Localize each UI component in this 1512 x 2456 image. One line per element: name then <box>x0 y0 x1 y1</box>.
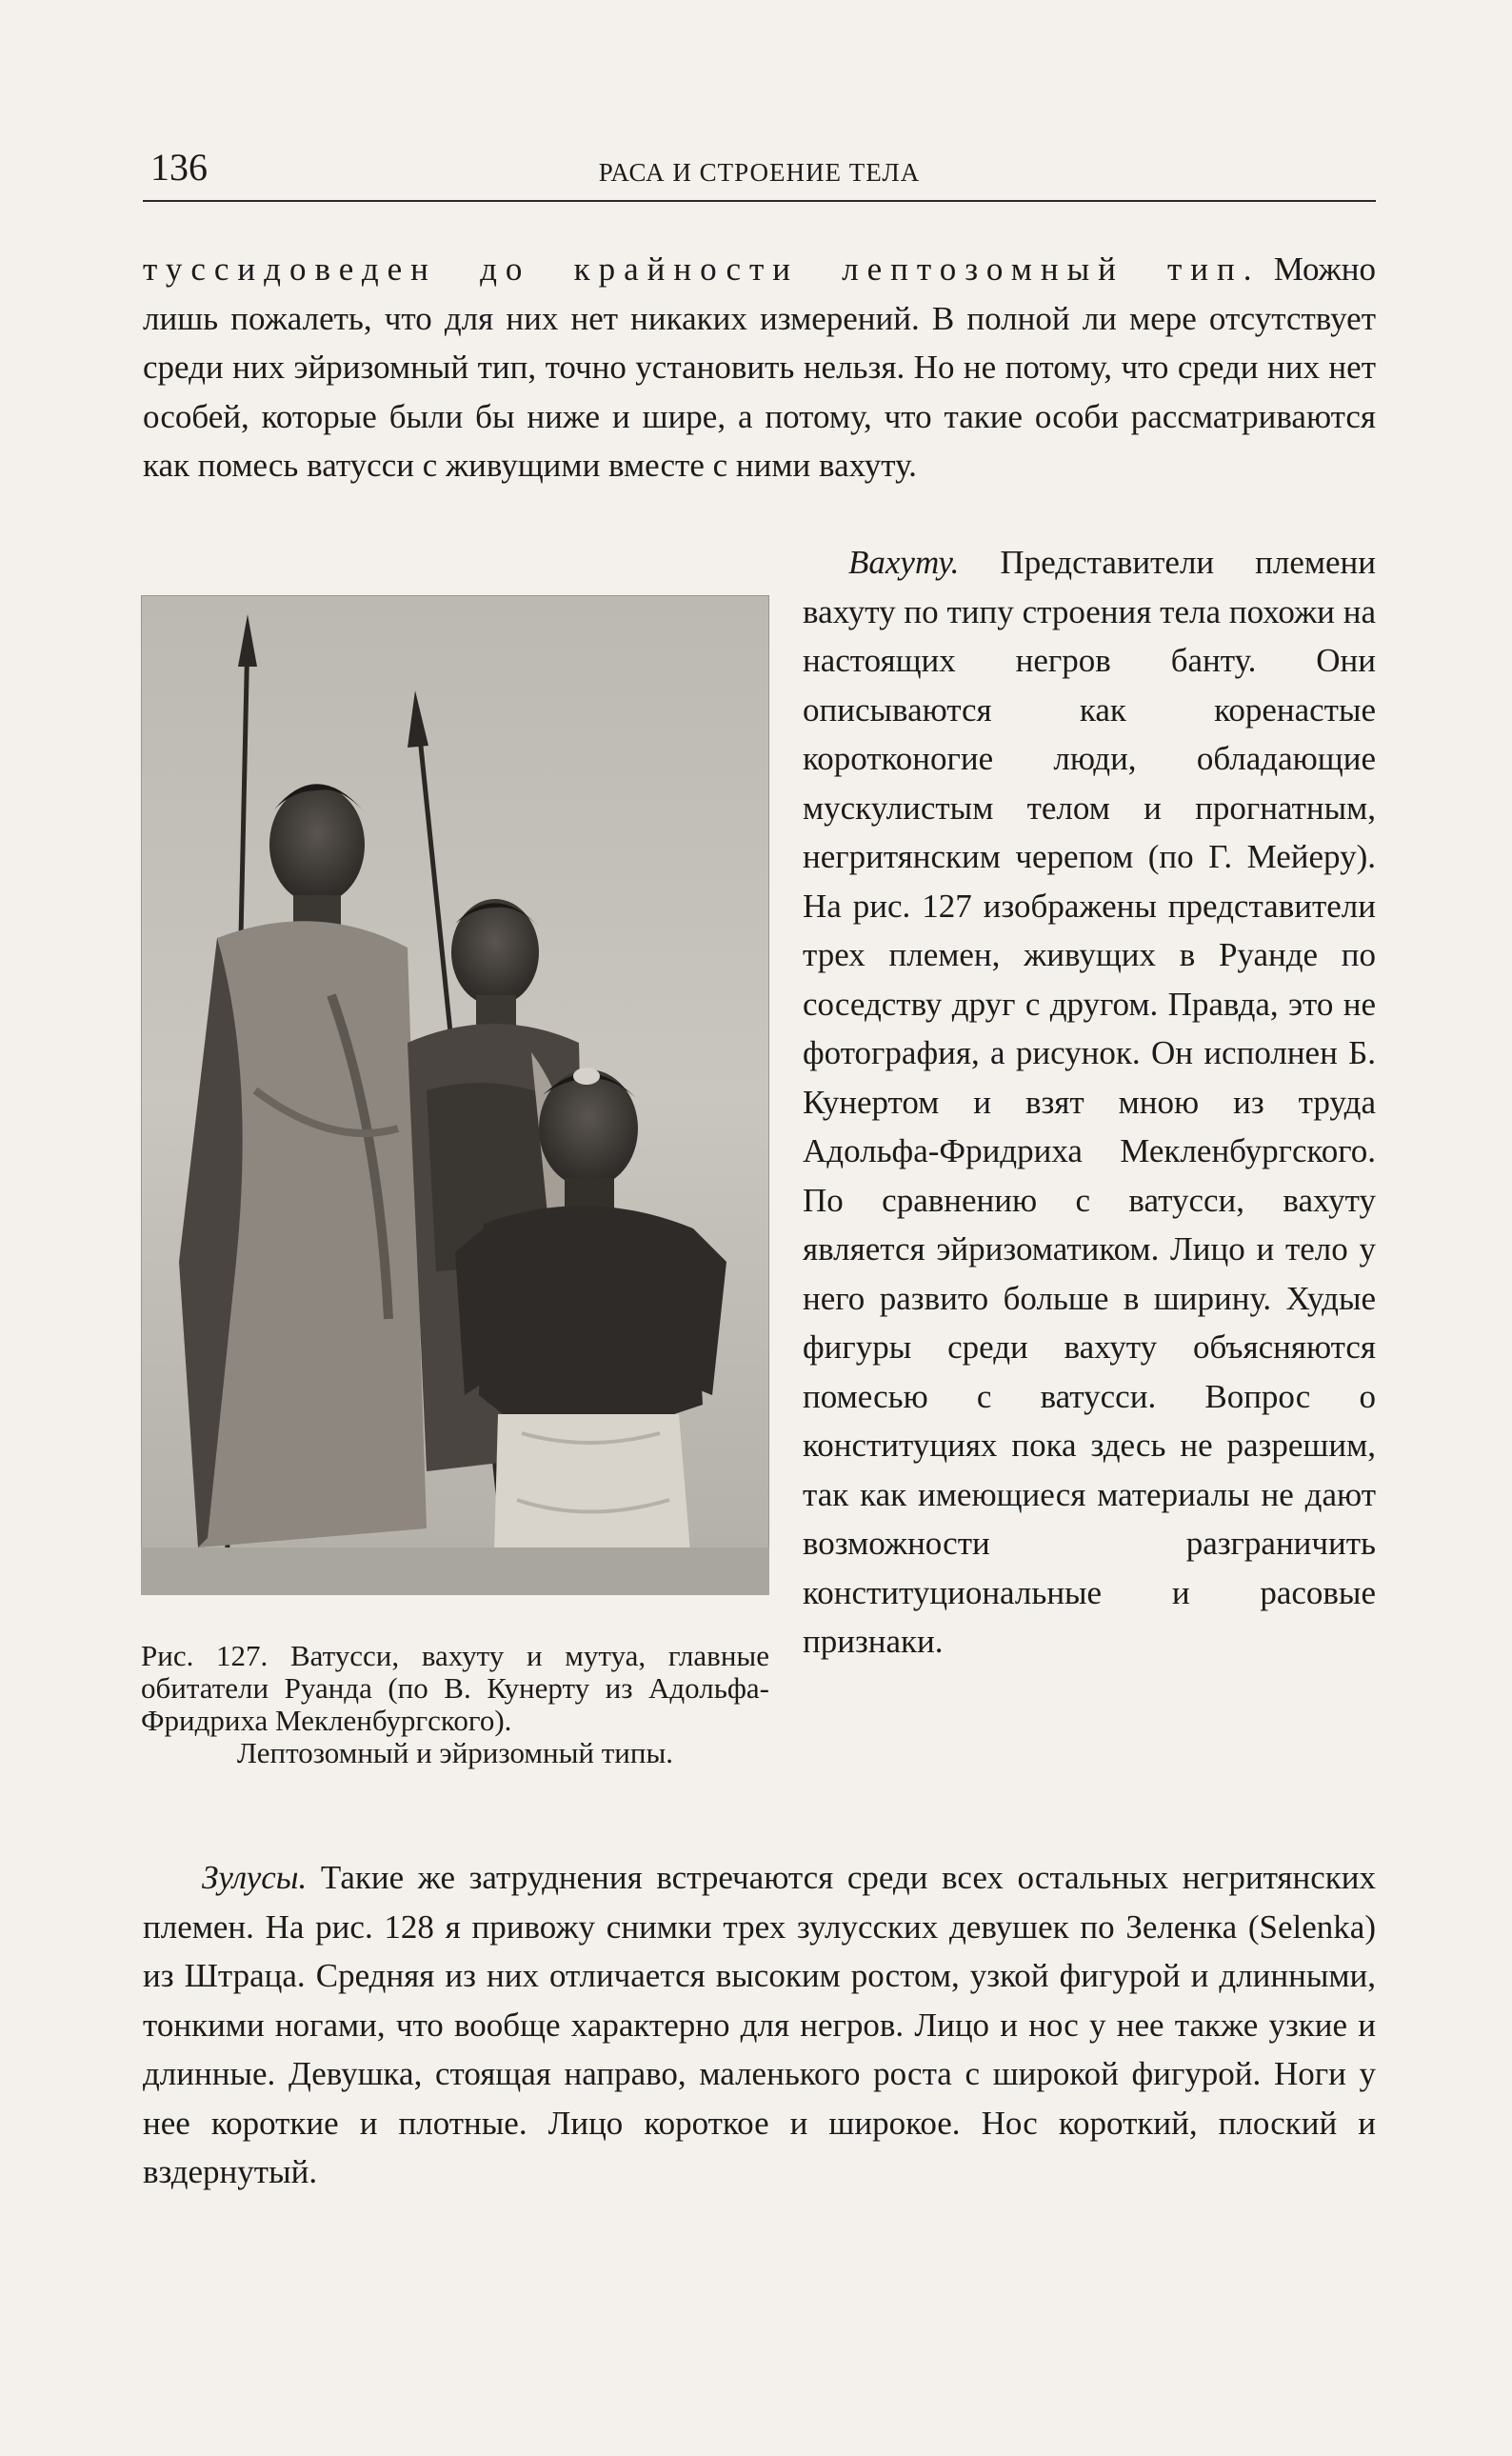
paragraph-vahutu <box>803 538 1376 1667</box>
paragraph-text: Можно лишь пожалеть, что для них нет никаких измерений. В полной ли мере отсутствует среди них эйризомный тип, точно установить нельзя. Но не потому, что среди них нет особей, которые были бы ниже и шире, а потому, что такие особи рассматриваются как помесь ватусси с живущими вместе с ними вахуту. <box>143 250 1376 484</box>
figure-127-caption <box>141 1640 769 1769</box>
caption-last-line: Лептозомный и эйризомный типы. <box>236 1736 674 1769</box>
running-head: РАСА И СТРОЕНИЕ ТЕЛА <box>598 158 921 187</box>
paragraph-text: Такие же затруднения встречаются среди всех остальных негритянских племен. На рис. 128 я привожу снимки трех зулусских девушек по Зеленка (Selenka) из Штраца. Средняя из них отличается высоким ростом, узкой фигурой и длинными, тонкими ногами, что вообще характерно для негров. Лицо и нос у нее также узкие и длинные. Девушка, стоящая направо, маленького роста с широкой фигурой. Ноги у нее короткие и плотные. Лицо короткое и широкое. Нос короткий, плоский и вздернутый. <box>143 1859 1377 2190</box>
section-heading-vahutu: Вахуту. <box>848 544 960 581</box>
paragraph-vatussi-end <box>143 245 1376 490</box>
paragraph-zulu <box>143 1853 1376 2197</box>
section-heading-zulu: Зулусы. <box>202 1859 308 1896</box>
paragraph-text: Представители племени вахуту по типу строения тела похожи на настоящих негров банту. Они описываются как коренастые коротконогие люди, обладающие мускулистым телом и прогнатным, негритянским черепом (по Г. Мейеру). На рис. 127 изображены представители трех племен, живущих в Руанде по соседству друг с другом. Правда, это не фотография, а рисунок. Он исполнен Б. Кунертом и взят мною из труда Адольфа-Фридриха Мекленбургского. По сравнению с ватусси, вахуту является эйризоматиком. Лицо и тело у него развито больше в ширину. Худые фигуры среди вахуту объясняются помесью с ватусси. Вопрос о конституциях пока здесь не разрешим, так как имеющиеся материалы не дают возможности разграничить конституциональные и расовые признаки. <box>803 544 1377 1660</box>
caption-main: Рис. 127. Ватусси, вахуту и мутуа, главные обитатели Руанда (по В. Кунерту из Адольфа-Фридриха Мекленбургского). <box>141 1639 769 1737</box>
figure-127-illustration <box>141 595 769 1595</box>
page-number: 136 <box>150 146 208 189</box>
illustration-three-men <box>141 595 769 1595</box>
page-header <box>143 143 1376 202</box>
spaced-line: туссидоведен до крайности лептозомный тип. <box>143 250 1261 288</box>
